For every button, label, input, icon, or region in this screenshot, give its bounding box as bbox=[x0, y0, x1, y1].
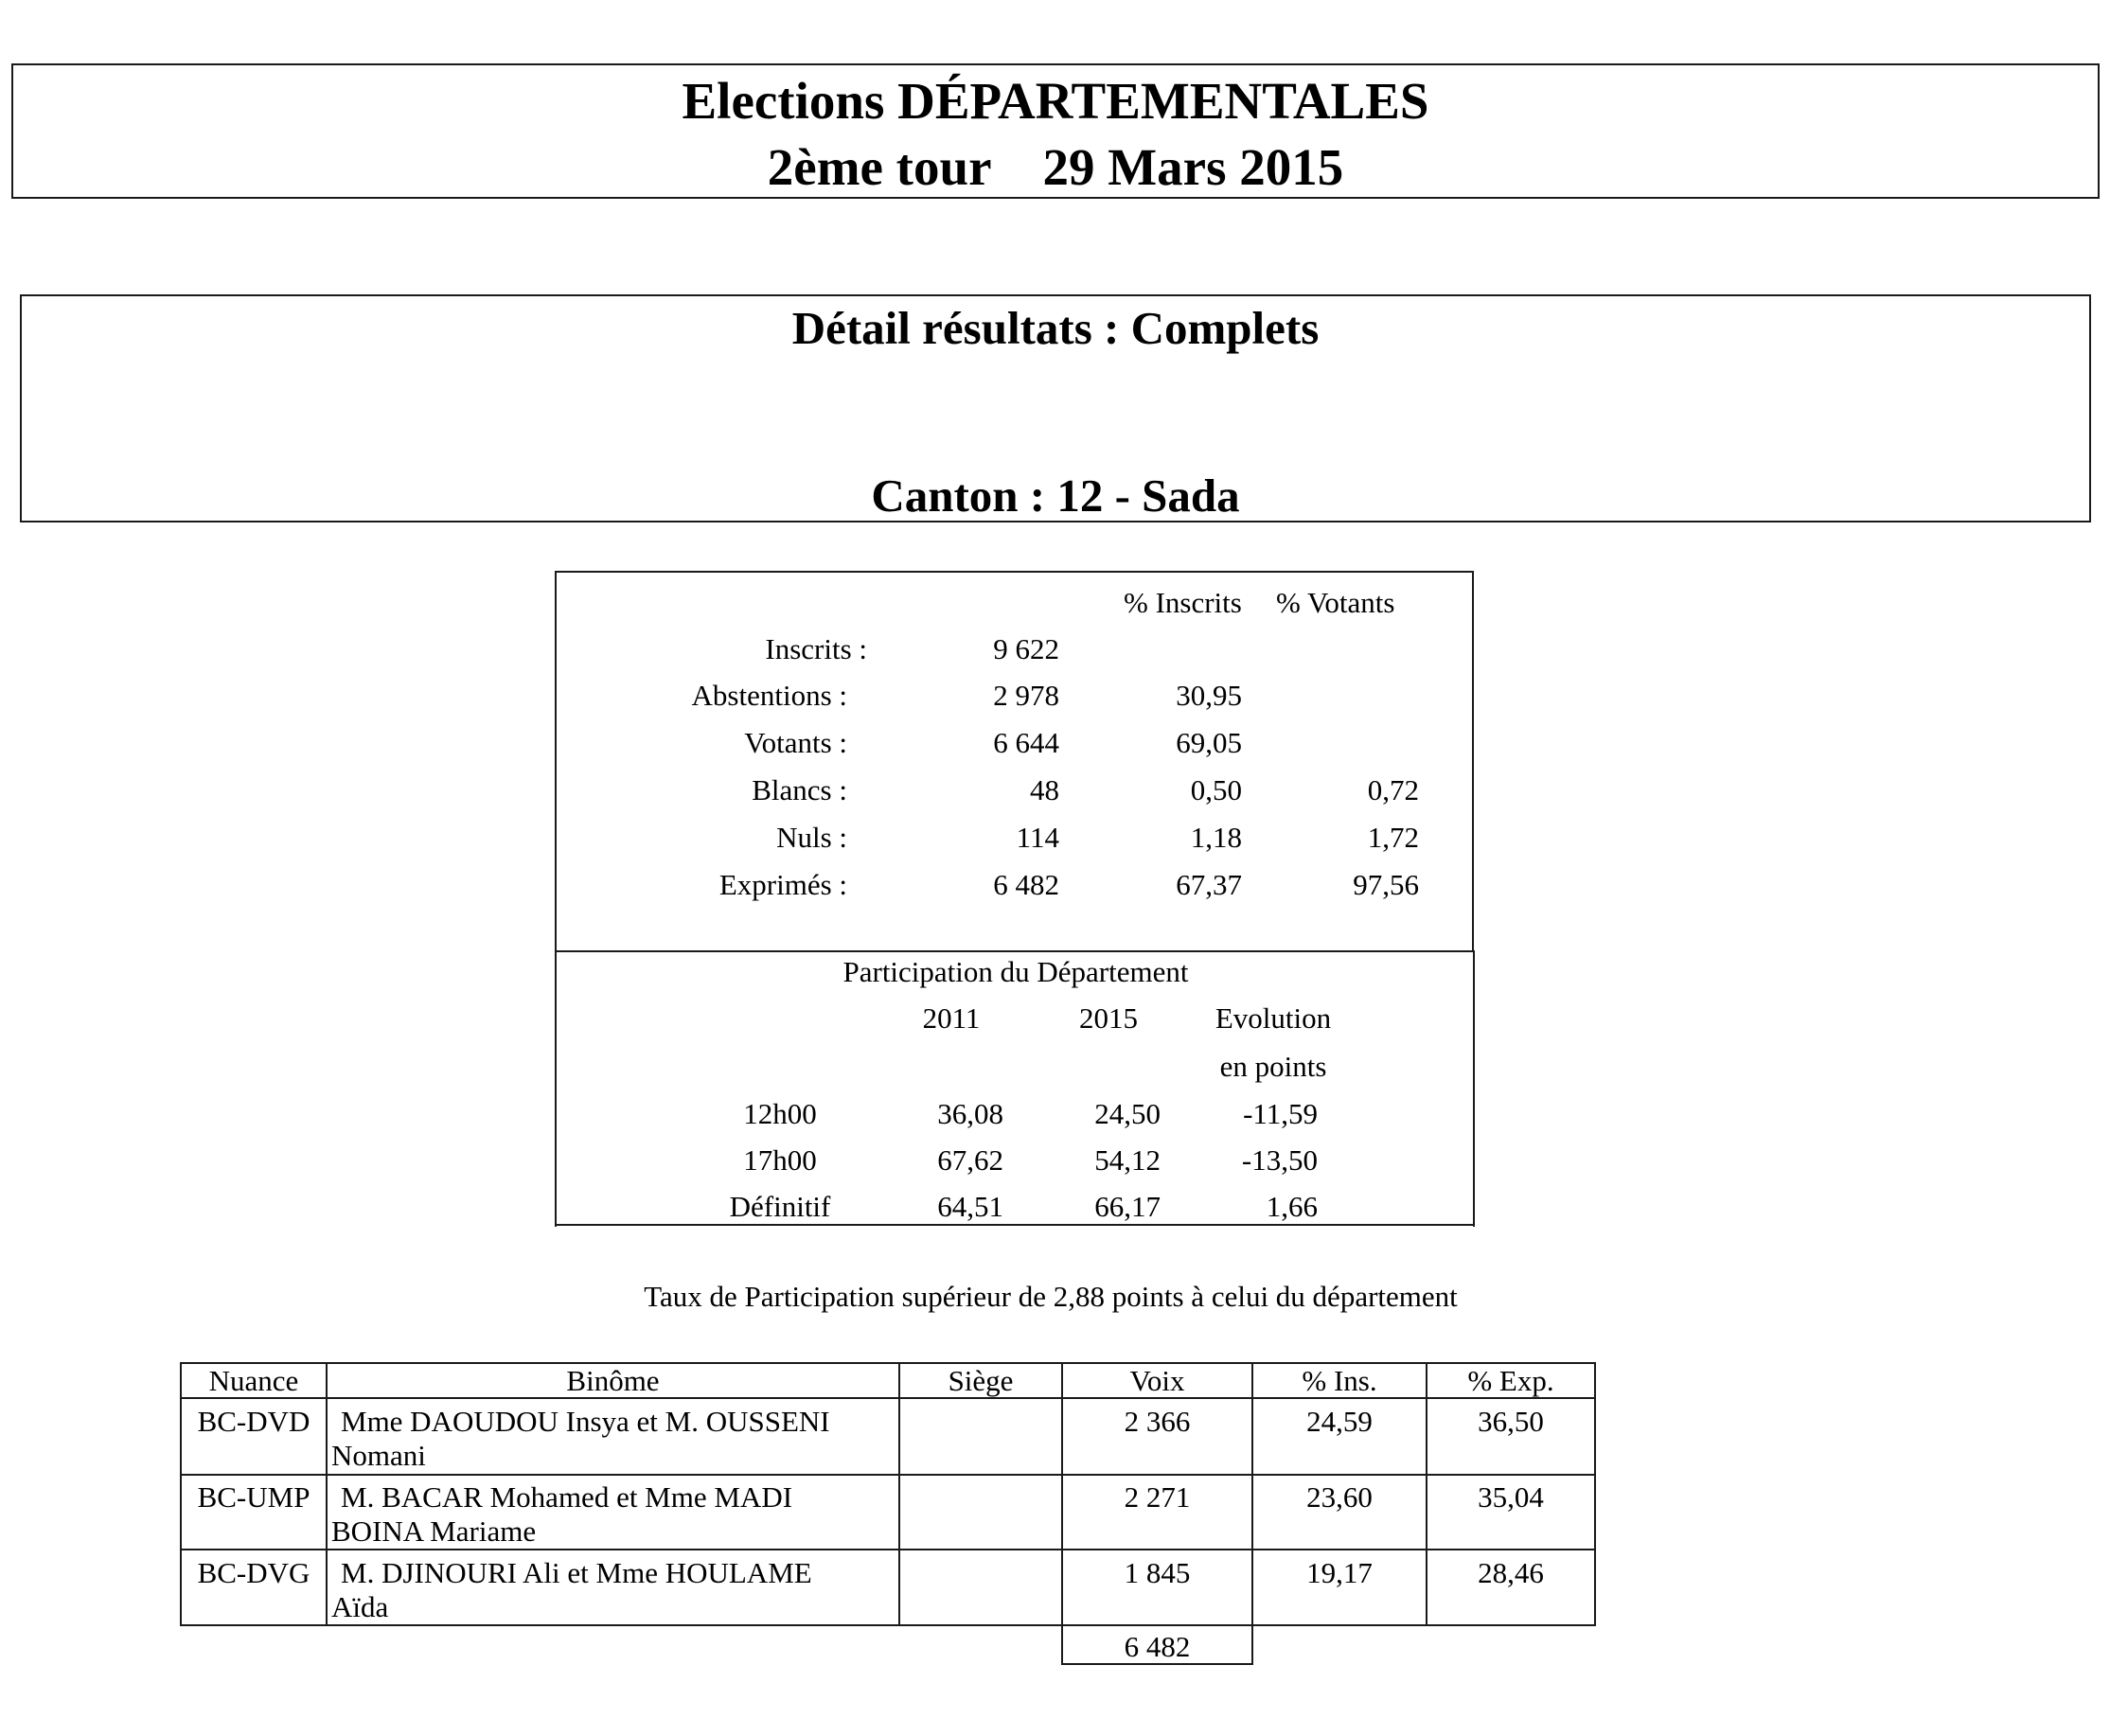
participation-2015: 66,17 bbox=[1094, 1190, 1161, 1223]
cell-binome-line2: Aïda bbox=[331, 1590, 389, 1623]
participation-header-2015: 2015 bbox=[1079, 1001, 1138, 1035]
header-pct-ins: % Ins. bbox=[1302, 1364, 1377, 1397]
participation-label: 12h00 bbox=[743, 1097, 817, 1130]
cell-binome-line2: Nomani bbox=[331, 1439, 426, 1472]
stats-pct-votants: 0,72 bbox=[1367, 773, 1419, 806]
table-row-divider bbox=[180, 1474, 1596, 1476]
participation-left-border bbox=[555, 950, 557, 1227]
stats-header-pct-votants: % Votants bbox=[1276, 586, 1395, 619]
cell-nuance: BC-UMP bbox=[197, 1480, 310, 1514]
election-title: Elections DÉPARTEMENTALES bbox=[682, 72, 1429, 130]
stats-pct-inscrits: 30,95 bbox=[1176, 679, 1242, 712]
stats-count: 9 622 bbox=[993, 632, 1059, 665]
stats-pct-inscrits: 1,18 bbox=[1190, 821, 1242, 854]
participation-2011: 64,51 bbox=[937, 1190, 1003, 1223]
stats-label: Exprimés : bbox=[718, 868, 847, 901]
canton-title: Canton : 12 - Sada bbox=[871, 469, 1240, 522]
stats-pct-votants: 97,56 bbox=[1353, 868, 1419, 901]
detail-box bbox=[20, 294, 2091, 523]
cell-voix: 2 271 bbox=[1124, 1480, 1191, 1514]
header-voix: Voix bbox=[1129, 1364, 1185, 1397]
table-col-line bbox=[898, 1362, 900, 1626]
stats-label: Nuls : bbox=[776, 821, 847, 854]
stats-label: Abstentions : bbox=[691, 679, 847, 712]
cell-voix: 2 366 bbox=[1124, 1405, 1191, 1438]
cell-voix: 1 845 bbox=[1124, 1556, 1191, 1589]
table-bottom-border bbox=[180, 1624, 1596, 1626]
cell-pct-ins: 19,17 bbox=[1306, 1556, 1373, 1589]
participation-2011: 36,08 bbox=[937, 1097, 1003, 1130]
stats-header-pct-inscrits: % Inscrits bbox=[1124, 586, 1242, 619]
stats-count: 114 bbox=[1016, 821, 1059, 854]
cell-binome-line1: Mme DAOUDOU Insya et M. OUSSENI bbox=[341, 1405, 830, 1438]
election-round-date: 2ème tour 29 Mars 2015 bbox=[767, 138, 1344, 196]
stats-label: Inscrits : bbox=[765, 632, 867, 665]
participation-summary: Taux de Participation supérieur de 2,88 points à celui du département bbox=[644, 1280, 1458, 1313]
cell-pct-ins: 23,60 bbox=[1306, 1480, 1373, 1514]
cell-binome-line1: M. BACAR Mohamed et Mme MADI bbox=[341, 1480, 793, 1514]
participation-right-border bbox=[1473, 950, 1475, 1227]
participation-2015: 24,50 bbox=[1094, 1097, 1161, 1130]
stats-label: Blancs : bbox=[752, 773, 847, 806]
participation-2015: 54,12 bbox=[1094, 1143, 1161, 1177]
participation-header-evolution: Evolution bbox=[1215, 1001, 1332, 1035]
participation-title: Participation du Département bbox=[842, 955, 1189, 988]
total-voix: 6 482 bbox=[1124, 1630, 1191, 1663]
participation-header-2011: 2011 bbox=[922, 1001, 981, 1035]
cell-pct-exp: 36,50 bbox=[1478, 1405, 1544, 1438]
participation-evolution: 1,66 bbox=[1266, 1190, 1318, 1223]
participation-label: Définitif bbox=[729, 1190, 831, 1223]
participation-bottom-border bbox=[555, 1224, 1475, 1226]
cell-binome-line1: M. DJINOURI Ali et Mme HOULAME bbox=[341, 1556, 812, 1589]
cell-binome-line2: BOINA Mariame bbox=[331, 1515, 537, 1548]
cell-pct-exp: 35,04 bbox=[1478, 1480, 1544, 1514]
table-col-line bbox=[326, 1362, 328, 1626]
stats-pct-inscrits: 69,05 bbox=[1176, 726, 1242, 759]
stats-count: 6 644 bbox=[993, 726, 1059, 759]
participation-subheader-en-points: en points bbox=[1219, 1050, 1327, 1083]
header-siege: Siège bbox=[948, 1364, 1014, 1397]
stats-pct-inscrits: 67,37 bbox=[1176, 868, 1242, 901]
election-title-box bbox=[11, 63, 2100, 199]
detail-title: Détail résultats : Complets bbox=[791, 302, 1320, 354]
participation-evolution: -13,50 bbox=[1241, 1143, 1318, 1177]
participation-label: 17h00 bbox=[743, 1143, 817, 1177]
cell-pct-exp: 28,46 bbox=[1478, 1556, 1544, 1589]
table-row-divider bbox=[180, 1549, 1596, 1550]
stats-count: 2 978 bbox=[993, 679, 1059, 712]
table-col-line bbox=[1594, 1362, 1596, 1626]
cell-nuance: BC-DVD bbox=[197, 1405, 310, 1438]
header-pct-exp: % Exp. bbox=[1467, 1364, 1554, 1397]
stats-count: 6 482 bbox=[993, 868, 1059, 901]
stats-count: 48 bbox=[1030, 773, 1059, 806]
total-cell-right-border bbox=[1251, 1624, 1253, 1665]
cell-pct-ins: 24,59 bbox=[1306, 1405, 1373, 1438]
participation-2011: 67,62 bbox=[937, 1143, 1003, 1177]
stats-pct-votants: 1,72 bbox=[1367, 821, 1419, 854]
cell-nuance: BC-DVG bbox=[197, 1556, 310, 1589]
stats-pct-inscrits: 0,50 bbox=[1190, 773, 1242, 806]
header-binome: Binôme bbox=[566, 1364, 660, 1397]
participation-evolution: -11,59 bbox=[1243, 1097, 1318, 1130]
header-nuance: Nuance bbox=[208, 1364, 299, 1397]
stats-label: Votants : bbox=[744, 726, 847, 759]
